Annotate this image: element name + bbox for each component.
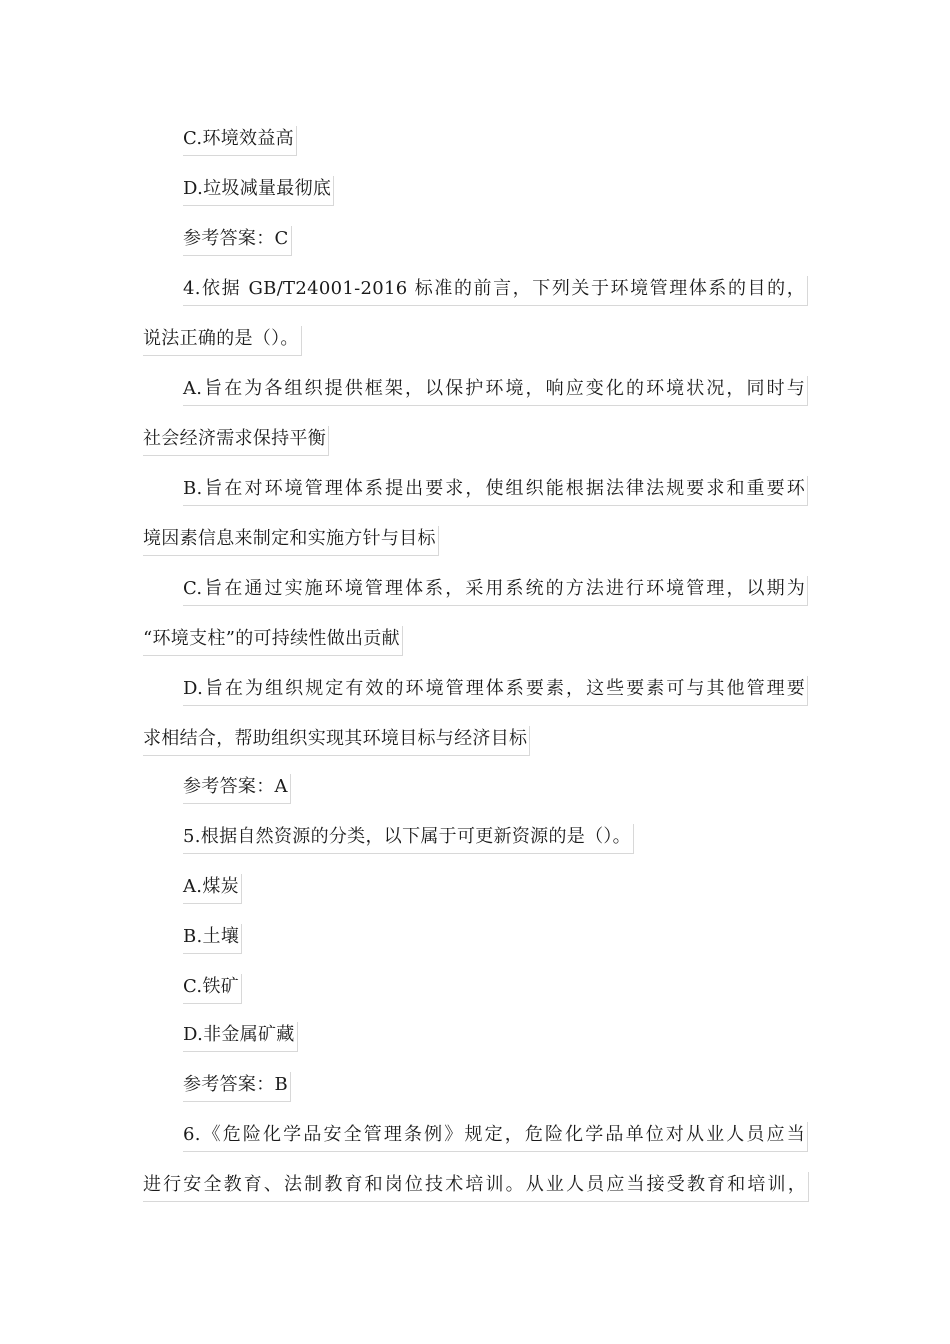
question-4-line2: 说法正确的是（）。 bbox=[143, 326, 302, 356]
option-b-q4-line2: 境因素信息来制定和实施方针与目标 bbox=[143, 526, 439, 556]
option-d-q4-line1: D.旨在为组织规定有效的环境管理体系要素，这些要素可与其他管理要 bbox=[183, 676, 808, 706]
question-5: 5.根据自然资源的分类，以下属于可更新资源的是（）。 bbox=[183, 824, 634, 854]
option-c-q4-line1: C.旨在通过实施环境管理体系，采用系统的方法进行环境管理，以期为 bbox=[183, 576, 808, 606]
answer-q4: 参考答案：A bbox=[183, 774, 291, 804]
option-c-q5: C.铁矿 bbox=[183, 974, 242, 1004]
answer-q5: 参考答案：B bbox=[183, 1072, 291, 1102]
option-b-q4-line1: B.旨在对环境管理体系提出要求，使组织能根据法律法规要求和重要环 bbox=[183, 476, 808, 506]
question-4-line1: 4.依据 GB/T24001-2016 标准的前言，下列关于环境管理体系的目的， bbox=[183, 276, 808, 306]
option-c-q3: C.环境效益高 bbox=[183, 126, 297, 156]
option-b-q5: B.土壤 bbox=[183, 924, 242, 954]
option-a-q5: A.煤炭 bbox=[183, 874, 242, 904]
option-d-q3: D.垃圾减量最彻底 bbox=[183, 176, 334, 206]
option-d-q4-line2: 求相结合，帮助组织实现其环境目标与经济目标 bbox=[143, 726, 530, 756]
question-6-line2: 进行安全教育、法制教育和岗位技术培训。从业人员应当接受教育和培训， bbox=[143, 1172, 809, 1202]
option-d-q5: D.非金属矿藏 bbox=[183, 1022, 298, 1052]
option-a-q4-line2: 社会经济需求保持平衡 bbox=[143, 426, 329, 456]
option-c-q4-line2: “环境支柱”的可持续性做出贡献 bbox=[143, 626, 403, 656]
option-a-q4-line1: A.旨在为各组织提供框架，以保护环境，响应变化的环境状况，同时与 bbox=[183, 376, 808, 406]
question-6-line1: 6.《危险化学品安全管理条例》规定，危险化学品单位对从业人员应当 bbox=[183, 1122, 808, 1152]
answer-q3: 参考答案：C bbox=[183, 226, 292, 256]
